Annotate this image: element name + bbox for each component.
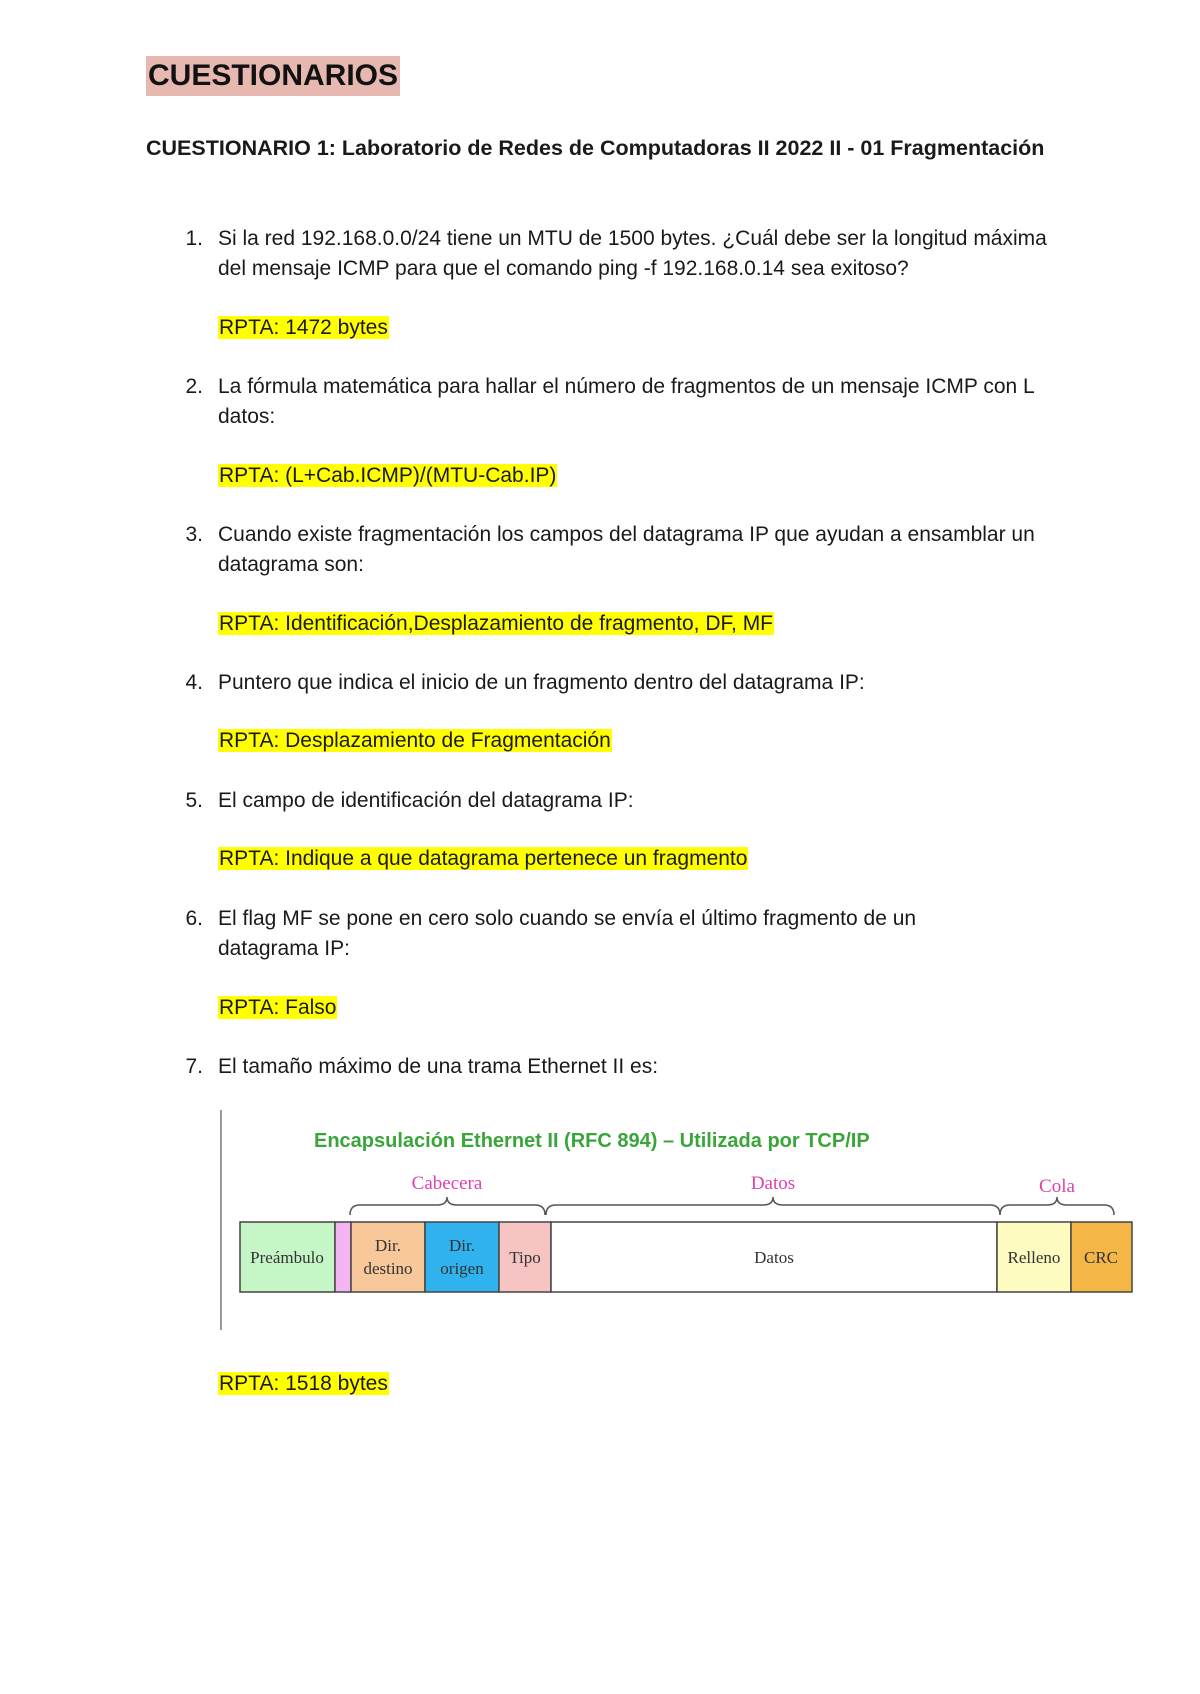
- answer-1: [218, 314, 389, 342]
- brace-cola: [1000, 1197, 1114, 1215]
- answer-text: RPTA: Indique a que datagrama pertenece un fragmento: [219, 847, 748, 870]
- field-label-datos: Datos: [754, 1248, 794, 1267]
- group-label-cabecera: Cabecera: [411, 1173, 483, 1194]
- question-number: 4.: [185, 671, 203, 694]
- answer-7: [218, 1370, 389, 1398]
- field-dir-destino: [351, 1222, 425, 1292]
- field-label-dir-origen-2: origen: [440, 1259, 484, 1278]
- question-text: El tamaño máximo de una trama Ethernet II es:: [218, 1055, 659, 1078]
- figure-title: Encapsulación Ethernet II (RFC 894) – Utilizada por TCP/IP: [314, 1130, 870, 1152]
- question-text: El flag MF se pone en cero solo cuando se envía el último fragmento de un datagrama IP:: [218, 907, 917, 960]
- question-number: 6.: [185, 907, 203, 930]
- question-number: 3.: [185, 523, 203, 546]
- field-label-dir-destino-2: destino: [363, 1259, 413, 1278]
- quiz-heading: CUESTIONARIO 1: Laboratorio de Redes de Computadoras II 2022 II - 01 Fragmentación: [146, 136, 1045, 160]
- answer-text: RPTA: Falso: [219, 996, 337, 1019]
- answer-2: [218, 462, 557, 490]
- ethernet-frame-figure: [220, 1110, 1138, 1330]
- answer-3: [218, 610, 774, 638]
- field-label-crc: CRC: [1083, 1248, 1119, 1267]
- answer-5: [218, 845, 748, 873]
- field-label-tipo: Tipo: [509, 1248, 541, 1267]
- field-label-preambulo: Preámbulo: [250, 1248, 324, 1267]
- question-number: 7.: [185, 1055, 203, 1078]
- field-label-dir-origen-1: Dir.: [449, 1236, 475, 1255]
- frame-diagram: [220, 1110, 1138, 1330]
- brace-datos: [546, 1197, 1000, 1215]
- question-number: 1.: [185, 227, 203, 250]
- brace-cabecera: [350, 1197, 545, 1215]
- group-label-datos: Datos: [750, 1173, 796, 1194]
- question-text: La fórmula matemática para hallar el número de fragmentos de un mensaje ICMP con L datos:: [218, 375, 1034, 428]
- question-text: Cuando existe fragmentación los campos del datagrama IP que ayudan a ensamblar un datagrama son:: [218, 523, 1035, 576]
- answer-text: RPTA: 1472 bytes: [219, 316, 388, 339]
- field-sfd: [335, 1222, 351, 1292]
- field-dir-origen: [425, 1222, 499, 1292]
- answer-6: [218, 994, 337, 1022]
- answer-text: RPTA: (L+Cab.ICMP)/(MTU-Cab.IP): [219, 464, 557, 487]
- question-number: 2.: [185, 375, 203, 398]
- question-text: Si la red 192.168.0.0/24 tiene un MTU de 1500 bytes. ¿Cuál debe ser la longitud máxima del mensaje ICMP para que el comando ping -f 192.168.0.14 sea exitoso?: [218, 227, 1047, 280]
- field-label-dir-destino-1: Dir.: [375, 1236, 401, 1255]
- group-label-cola: Cola: [1039, 1176, 1075, 1197]
- page-title: CUESTIONARIOS: [146, 56, 400, 96]
- question-number: 5.: [185, 789, 203, 812]
- answer-text: RPTA: Desplazamiento de Fragmentación: [219, 729, 611, 752]
- field-label-relleno: Relleno: [1007, 1248, 1061, 1267]
- answer-text: RPTA: Identificación,Desplazamiento de fragmento, DF, MF: [219, 612, 774, 635]
- question-text: El campo de identificación del datagrama IP:: [218, 789, 634, 812]
- answer-text: RPTA: 1518 bytes: [219, 1372, 388, 1395]
- answer-4: [218, 727, 612, 755]
- question-text: Puntero que indica el inicio de un fragmento dentro del datagrama IP:: [218, 671, 865, 694]
